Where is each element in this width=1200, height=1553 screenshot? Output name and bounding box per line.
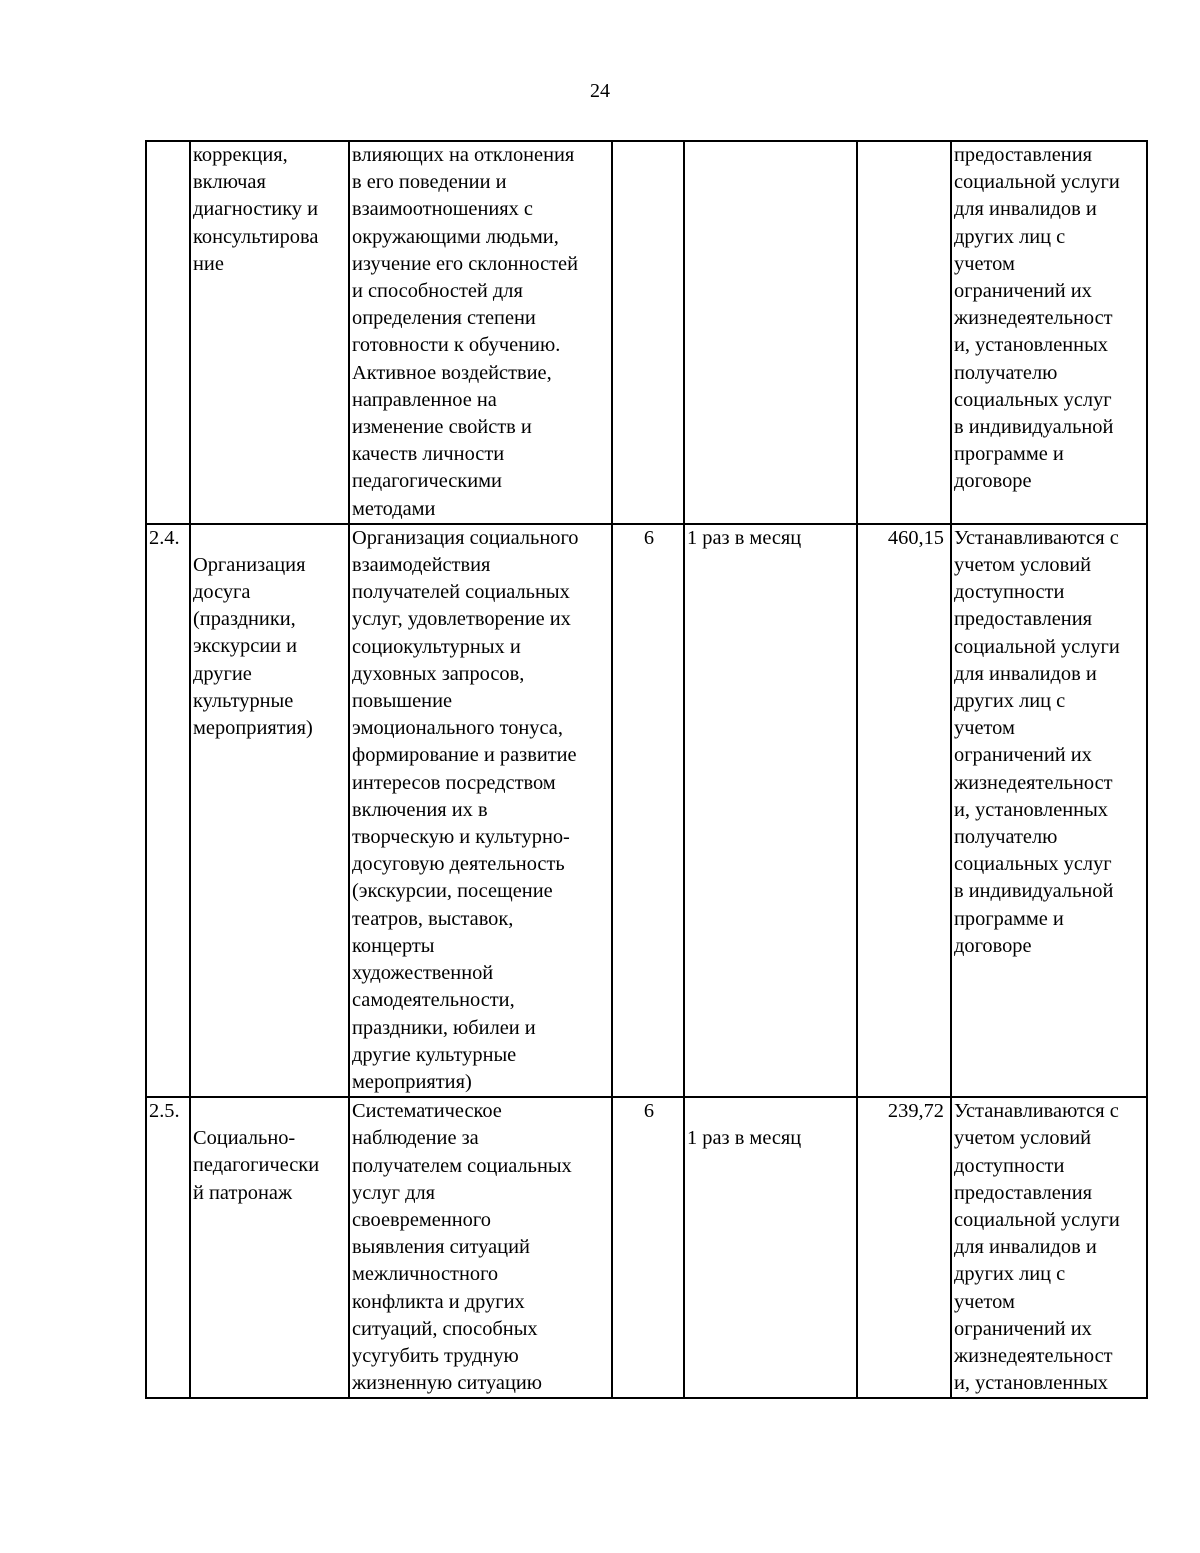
service-description: Организация социального взаимодействия получателей социальных услуг, удовлетворение их социокультурных и духовных запросов, повышение эмоционального тонуса, формирование и развитие интересов посредством включения их в творческую и культурно- досуговую деятельность (экскурсии, посещение театров, выставок, концерты художественной самодеятельности, праздники, юбилеи и другие культурные мероприятия): [349, 524, 612, 1097]
service-time: 6: [612, 524, 684, 1097]
service-time: [612, 141, 684, 524]
service-conditions: Устанавливаются с учетом условий доступности предоставления социальной услуги для инвалидов и других лиц с учетом ограничений их жизнедеятельност и, установленных получателю социальных услуг в индивидуальной программе и договоре: [951, 524, 1147, 1097]
services-table: [145, 140, 1148, 1399]
service-price: [857, 141, 951, 524]
service-name: коррекция, включая диагностику и консультирова ние: [190, 141, 349, 524]
service-frequency: [684, 141, 857, 524]
row-number: 2.5.: [146, 1097, 190, 1398]
service-name: Организация досуга (праздники, экскурсии и другие культурные мероприятия): [190, 524, 349, 1097]
page-number: 24: [590, 80, 610, 102]
table-row: [146, 524, 1147, 1097]
service-price: 239,72: [857, 1097, 951, 1398]
service-frequency: 1 раз в месяц: [684, 1097, 857, 1398]
service-conditions: Устанавливаются с учетом условий доступности предоставления социальной услуги для инвалидов и других лиц с учетом ограничений их жизнедеятельност и, установленных: [951, 1097, 1147, 1398]
table-row: [146, 141, 1147, 524]
service-description: Систематическое наблюдение за получателем социальных услуг для своевременного выявления ситуаций межличностного конфликта и других ситуаций, способных усугубить трудную жизненную ситуацию: [349, 1097, 612, 1398]
service-conditions: предоставления социальной услуги для инвалидов и других лиц с учетом ограничений их жизнедеятельност и, установленных получателю социальных услуг в индивидуальной программе и договоре: [951, 141, 1147, 524]
service-price: 460,15: [857, 524, 951, 1097]
row-number: [146, 141, 190, 524]
service-time: 6: [612, 1097, 684, 1398]
service-name: Социально- педагогически й патронаж: [190, 1097, 349, 1398]
service-description: влияющих на отклонения в его поведении и взаимоотношениях с окружающими людьми, изучение его склонностей и способностей для определения степени готовности к обучению. Активное воздействие, направленное на изменение свойств и качеств личности педагогическими методами: [349, 141, 612, 524]
row-number: 2.4.: [146, 524, 190, 1097]
table-row: [146, 1097, 1147, 1398]
service-frequency: 1 раз в месяц: [684, 524, 857, 1097]
